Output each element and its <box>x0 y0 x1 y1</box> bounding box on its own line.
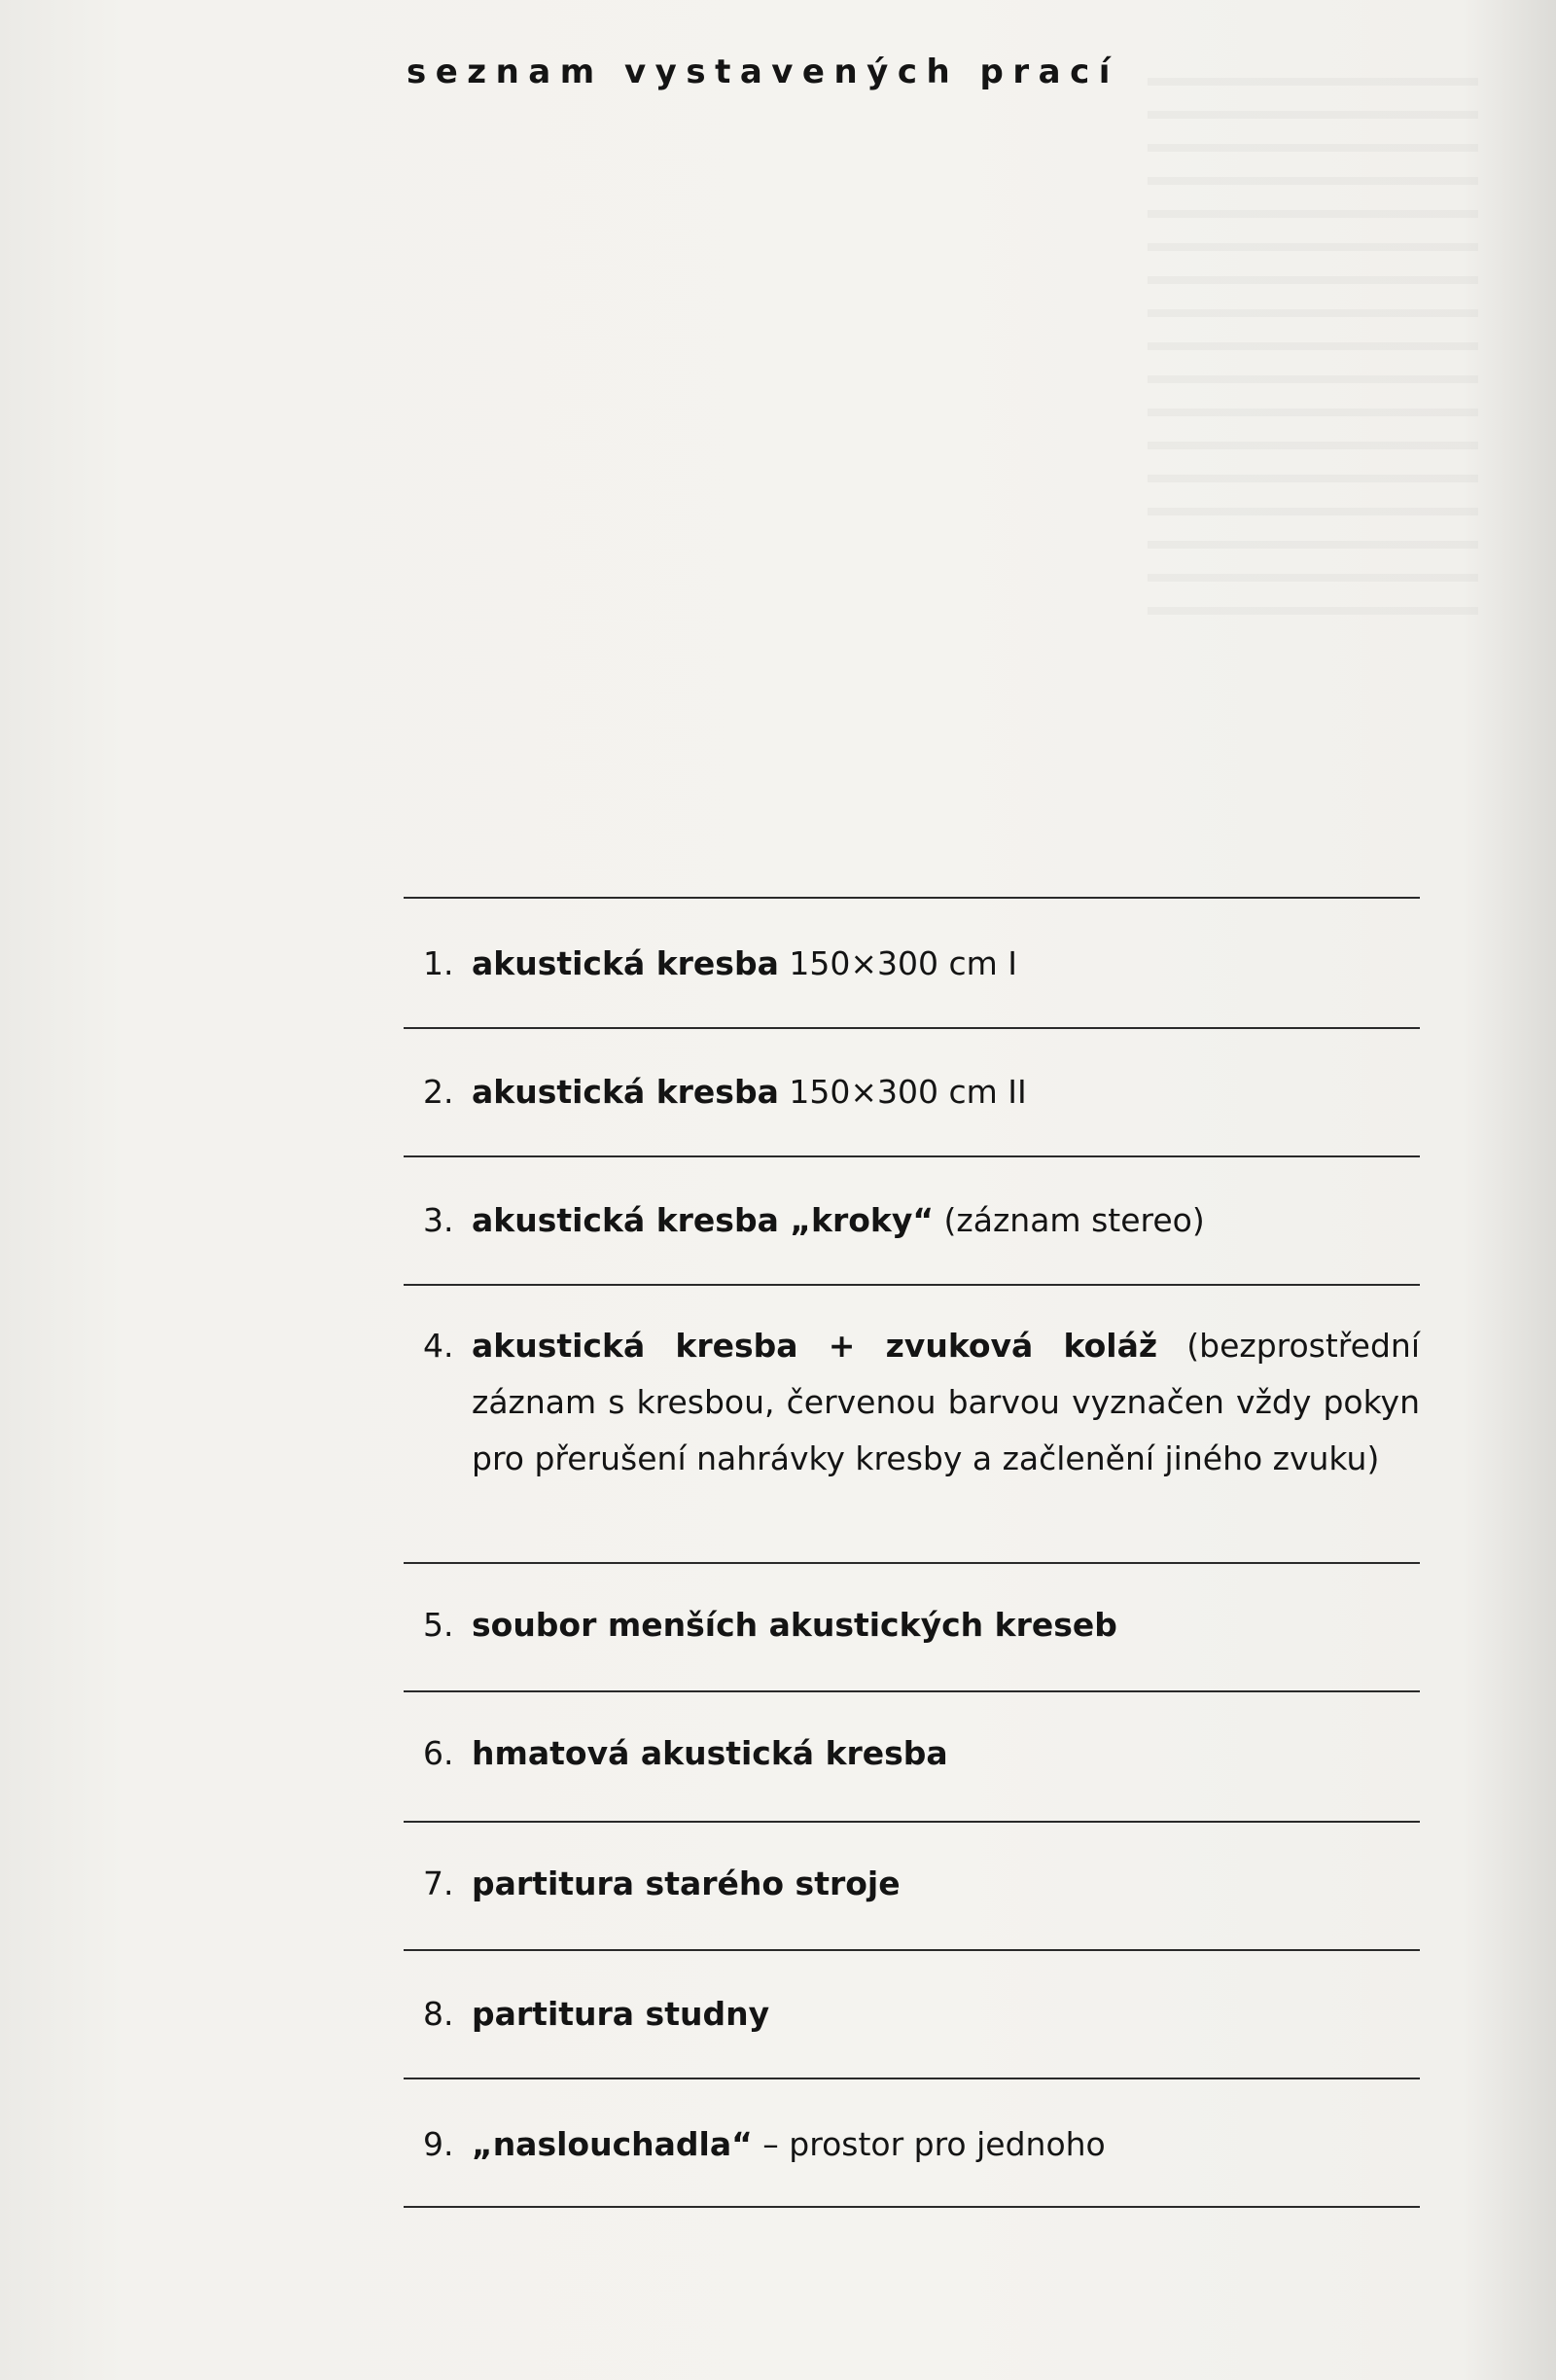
item-detail: 150×300 cm II <box>778 1073 1027 1111</box>
item-number: 5. <box>423 1606 454 1644</box>
list-item <box>423 1725 1420 1782</box>
item-detail: 150×300 cm I <box>778 944 1017 982</box>
item-title: partitura starého stroje <box>472 1865 901 1902</box>
item-number: 6. <box>423 1734 454 1772</box>
divider <box>404 2206 1420 2208</box>
item-detail: (bezprostřední záznam s kresbou, červenou barvou vyznačen vždy pokyn pro přerušení nahrávky kresby a začlenění jiného zvuku) <box>472 1327 1420 1477</box>
list-item <box>423 1064 1420 1120</box>
divider <box>404 1562 1420 1564</box>
divider <box>404 1821 1420 1823</box>
show-through-text <box>1148 78 1478 622</box>
item-number: 4. <box>423 1327 454 1365</box>
list-item <box>423 1192 1420 1249</box>
item-title: akustická kresba <box>472 1073 779 1111</box>
item-title: soubor menších akustických kreseb <box>472 1606 1117 1644</box>
item-detail: (záznam stereo) <box>934 1201 1205 1239</box>
item-number: 3. <box>423 1201 454 1239</box>
divider <box>404 897 1420 899</box>
item-number: 9. <box>423 2125 454 2163</box>
item-number: 8. <box>423 1995 454 2033</box>
item-number: 1. <box>423 944 454 982</box>
list-item <box>423 1856 1420 1912</box>
divider <box>404 1155 1420 1157</box>
item-title: „naslouchadla“ <box>472 2125 753 2163</box>
divider <box>404 1949 1420 1951</box>
divider <box>404 1027 1420 1029</box>
item-title: akustická kresba <box>472 944 779 982</box>
item-title: partitura studny <box>472 1995 770 2033</box>
list-item <box>423 936 1420 992</box>
item-title: akustická kresba „kroky“ <box>472 1201 935 1239</box>
list-item <box>423 1318 1420 1487</box>
list-item <box>423 1597 1420 1653</box>
item-number: 2. <box>423 1073 454 1111</box>
item-title: hmatová akustická kresba <box>472 1734 948 1772</box>
item-number: 7. <box>423 1865 454 1902</box>
list-item <box>423 2116 1420 2173</box>
page-heading: seznam vystavených prací <box>407 53 1119 91</box>
list-item <box>423 1986 1420 2043</box>
divider <box>404 1690 1420 1692</box>
divider <box>404 2078 1420 2079</box>
divider <box>404 1284 1420 1286</box>
item-title: akustická kresba + zvuková koláž <box>472 1327 1158 1365</box>
item-detail: – prostor pro jednoho <box>752 2125 1106 2163</box>
